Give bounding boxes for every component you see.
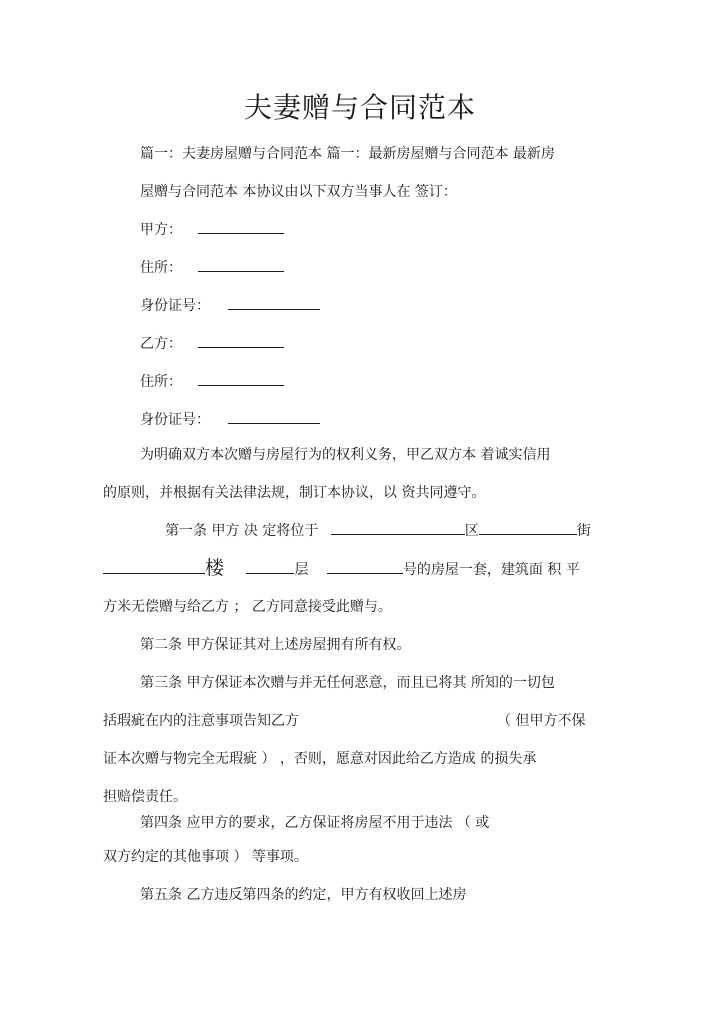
intro-line-1: 篇一：夫妻房屋赠与合同范本 篇一：最新房屋赠与合同范本 最新房 (140, 146, 555, 162)
article-1-line-2 (103, 557, 580, 581)
article-3-line-1: 第三条 甲方保证本次赠与并无任何恶意，而且已将其 所知的一切包 (140, 675, 555, 691)
party-a-address-blank (198, 257, 284, 272)
party-a-address-row (140, 257, 284, 279)
article-1-district-blank (479, 520, 577, 535)
article-3-line-2-left: 括瑕疵在内的注意事项告知乙方 (103, 713, 299, 729)
party-b-address-label: 住所： (140, 374, 182, 390)
article-1-street-blank (103, 559, 205, 574)
article-1-lead: 第一条 甲方 决 定将位于 (165, 523, 319, 539)
intro-line-2: 屋赠与合同范本 本协议由以下双方当事人在 签订： (140, 184, 457, 200)
party-a-id-label: 身份证号： (140, 298, 210, 314)
article-1-floor: 层 (294, 562, 309, 578)
party-b-label: 乙方： (140, 336, 182, 352)
purpose-line-1: 为明确双方本次赠与房屋行为的权利义务，甲乙双方本 着诚实信用 (140, 447, 551, 463)
article-4-line-2: 双方约定的其他事项 ） 等事项。 (103, 849, 308, 865)
article-1-street: 街 (576, 523, 591, 539)
article-1-floor-blank (327, 559, 403, 574)
article-3-line-4: 担赔偿责任。 (103, 789, 187, 805)
party-a-address-label: 住所： (140, 260, 182, 276)
purpose-line-2: 的原则，并根据有关法律法规，制订本协议，以 资共同遵守。 (103, 485, 486, 501)
party-b-row (140, 333, 284, 355)
party-a-id-blank (228, 295, 320, 310)
article-1-number-text: 号的房屋一套，建筑面 积 平 (402, 562, 580, 578)
party-b-address-row (140, 371, 284, 393)
article-1-district: 区 (464, 523, 479, 539)
party-b-id-label: 身份证号： (140, 412, 210, 428)
article-1-building-blank (246, 559, 294, 574)
document-title: 夫妻赠与合同范本 (243, 91, 476, 124)
party-a-label: 甲方： (140, 222, 182, 238)
party-b-address-blank (198, 371, 284, 386)
party-a-blank (198, 219, 284, 234)
article-3-line-2-right: （ 但甲方不保 (497, 713, 586, 729)
party-b-blank (198, 333, 284, 348)
article-1-line-3: 方米无偿赠与给乙方 ； 乙方同意接受此赠与。 (103, 599, 392, 615)
article-2: 第二条 甲方保证其对上述房屋拥有所有权。 (140, 637, 411, 653)
article-1-building: 楼 (205, 557, 225, 579)
party-a-row (140, 219, 284, 241)
party-a-id-row (140, 295, 320, 317)
party-b-id-blank (228, 409, 320, 424)
article-5: 第五条 乙方违反第四条的约定，甲方有权收回上述房 (140, 887, 467, 903)
article-1-location-blank (331, 520, 465, 535)
party-b-id-row (140, 409, 320, 431)
article-3-line-3: 证本次赠与物完全无瑕疵 ） ，否则，愿意对因此给乙方造成 的损失承 (103, 751, 537, 767)
article-4-line-1: 第四条 应甲方的要求，乙方保证将房屋不用于违法 （ 或 (140, 815, 490, 831)
article-1-line-1 (165, 520, 591, 542)
